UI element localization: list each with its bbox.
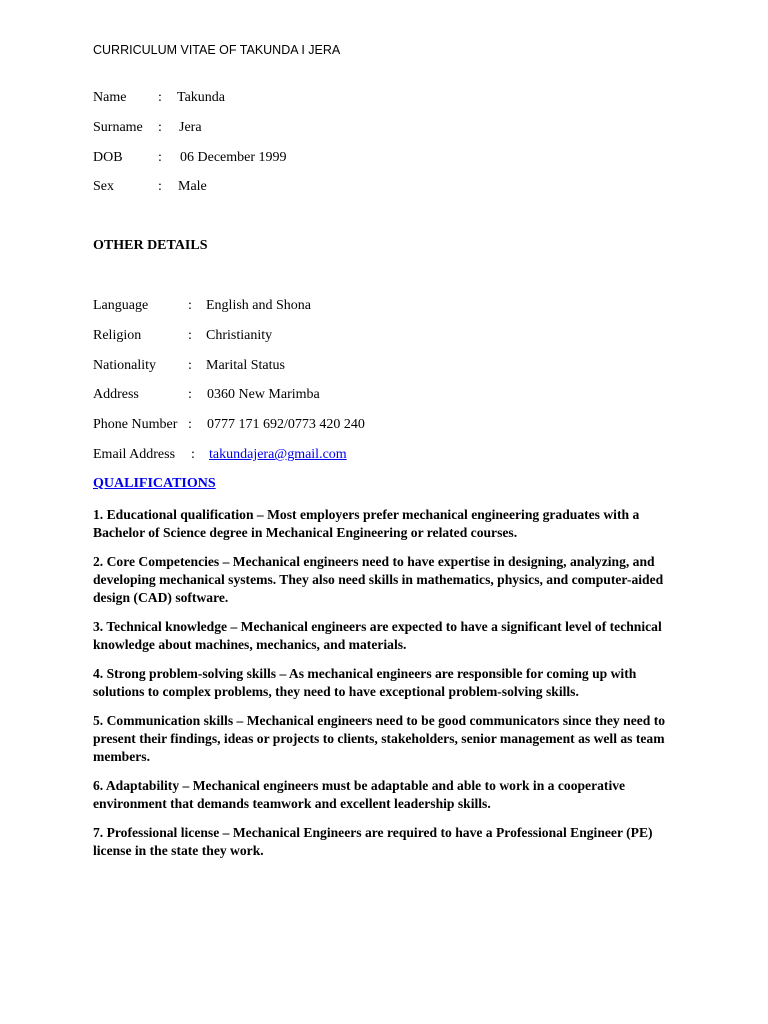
other-details-heading: OTHER DETAILS	[93, 238, 208, 253]
qualification-item: 7. Professional license – Mechanical Engineers are required to have a Professional Engineer (PE) license in the state they work.	[93, 825, 653, 858]
field-label: Name	[93, 90, 127, 105]
qualification-item: 5. Communication skills – Mechanical engineers need to be good communicators since they need to present their findings, ideas or projects to clients, stakeholders, senior management as well as team members.	[93, 713, 666, 764]
field-colon: :	[188, 358, 192, 373]
field-label: Phone Number	[93, 417, 178, 432]
field-colon: :	[188, 417, 192, 432]
qualification-item: 3. Technical knowledge – Mechanical engineers are expected to have a significant level of technical knowledge about machines, mechanics, and materials.	[93, 619, 662, 652]
field-colon: :	[188, 298, 192, 313]
document-title: CURRICULUM VITAE OF TAKUNDA I JERA	[93, 43, 341, 57]
qualification-item: 2. Core Competencies – Mechanical engineers need to have expertise in designing, analyzing, and developing mechanical systems. They also need skills in mathematics, physics, and computer-aided design (CAD) software.	[93, 554, 664, 605]
field-value: 0777 171 692/0773 420 240	[207, 417, 365, 432]
field-label: DOB	[93, 150, 123, 165]
field-label: Address	[93, 387, 139, 402]
field-label: Email Address	[93, 447, 176, 462]
field-colon: :	[158, 120, 162, 135]
email-link[interactable]: takundajera@gmail.com	[209, 447, 347, 462]
field-value: Male	[178, 179, 207, 194]
field-colon: :	[158, 90, 162, 105]
qualifications-heading[interactable]: QUALIFICATIONS	[93, 476, 216, 491]
qualification-item: 1. Educational qualification – Most employers prefer mechanical engineering graduates with a Bachelor of Science degree in Mechanical Engineering or related courses.	[93, 507, 640, 540]
field-value: English and Shona	[206, 298, 311, 313]
field-value: Takunda	[177, 90, 226, 105]
field-label: Sex	[93, 179, 114, 194]
field-value: Christianity	[206, 328, 273, 343]
field-label: Language	[93, 298, 149, 313]
qualifications-list	[93, 506, 683, 871]
field-value: Marital Status	[206, 358, 285, 373]
field-colon: :	[158, 179, 162, 194]
field-colon: :	[158, 150, 162, 165]
field-value: Jera	[179, 120, 202, 135]
field-label: Nationality	[93, 358, 156, 373]
field-label: Religion	[93, 328, 142, 343]
field-value: 06 December 1999	[180, 150, 287, 165]
qualification-item: 6. Adaptability – Mechanical engineers must be adaptable and able to work in a cooperative environment that demands teamwork and excellent leadership skills.	[93, 778, 626, 811]
field-value: 0360 New Marimba	[207, 387, 320, 402]
field-colon: :	[188, 328, 192, 343]
qualification-item: 4. Strong problem-solving skills – As mechanical engineers are responsible for coming up with solutions to complex problems, they need to have exceptional problem-solving skills.	[93, 666, 637, 699]
field-colon: :	[188, 387, 192, 402]
field-colon: :	[191, 447, 195, 462]
field-label: Surname	[93, 120, 143, 135]
